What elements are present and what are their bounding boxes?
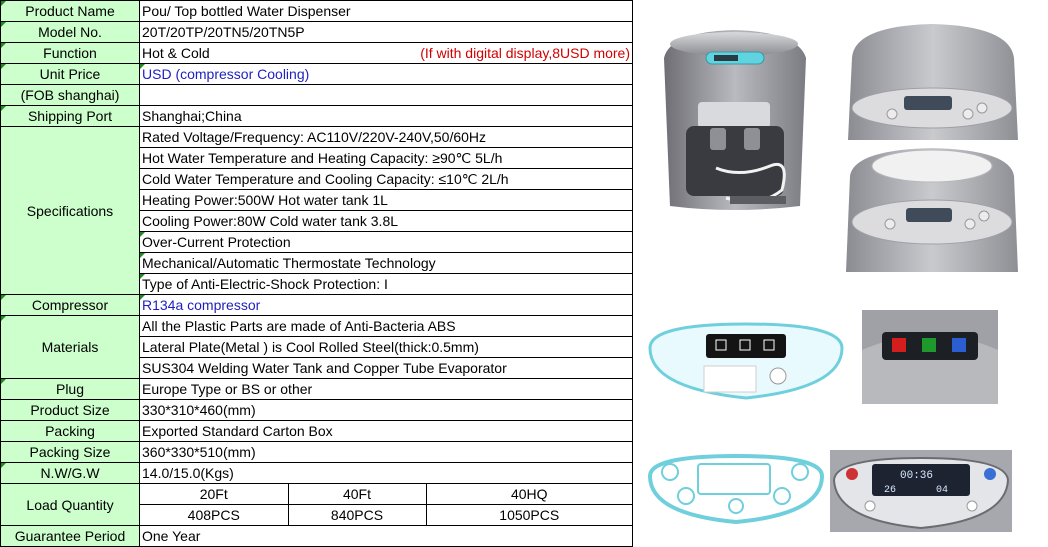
row-plug (1, 379, 633, 400)
photo-panel-drawing-simple (646, 318, 846, 402)
row-function (1, 43, 633, 64)
value-nw-gw[interactable]: 14.0/15.0(Kgs) (140, 463, 633, 484)
label-load-quantity[interactable]: Load Quantity (1, 484, 140, 526)
spec-line[interactable]: Rated Voltage/Frequency: AC110V/220V-240V,50/60Hz (140, 127, 633, 148)
row-guarantee (1, 526, 633, 547)
value-unit-price[interactable]: USD (compressor Cooling) (140, 64, 633, 85)
photo-panel-real-digital (830, 450, 1012, 532)
label-fob-shanghai[interactable]: (FOB shanghai) (1, 85, 140, 106)
panel-display-left: 00:36 (900, 470, 934, 482)
label-plug[interactable]: Plug (1, 379, 140, 400)
row-unit-price (1, 64, 633, 85)
row-shipping-port (1, 106, 633, 127)
label-function[interactable]: Function (1, 43, 140, 64)
row-unit-price-fob (1, 85, 633, 106)
value-function[interactable] (140, 43, 633, 64)
label-compressor[interactable]: Compressor (1, 295, 140, 316)
photo-dispenser-top-open (842, 146, 1022, 272)
photo-panel-real-icons (862, 310, 998, 404)
material-line[interactable]: Lateral Plate(Metal ) is Cool Rolled Steel(thick:0.5mm) (140, 337, 633, 358)
row-nw-gw (1, 463, 633, 484)
material-line[interactable]: SUS304 Welding Water Tank and Copper Tube Evaporator (140, 358, 633, 379)
panel-display-right-a: 26 (884, 485, 897, 496)
value-compressor[interactable]: R134a compressor (140, 295, 633, 316)
label-product-name[interactable]: Product Name (1, 1, 140, 22)
photo-dispenser-front (650, 18, 818, 218)
load-value-40hq[interactable]: 1050PCS (499, 507, 560, 523)
value-product-size[interactable]: 330*310*460(mm) (140, 400, 633, 421)
value-plug[interactable]: Europe Type or BS or other (140, 379, 633, 400)
value-packing-size[interactable]: 360*330*510(mm) (140, 442, 633, 463)
label-model-no[interactable]: Model No. (1, 22, 140, 43)
spec-line[interactable]: Heating Power:500W Hot water tank 1L (140, 190, 633, 211)
spec-line[interactable]: Mechanical/Automatic Thermostate Technology (140, 253, 633, 274)
load-value-20ft[interactable]: 408PCS (140, 505, 288, 526)
value-guarantee[interactable]: One Year (140, 526, 633, 547)
load-header-40ft[interactable]: 40Ft (288, 484, 426, 505)
label-materials[interactable]: Materials (1, 316, 140, 379)
row-load-quantity (1, 484, 633, 526)
label-packing[interactable]: Packing (1, 421, 140, 442)
label-product-size[interactable]: Product Size (1, 400, 140, 421)
label-nw-gw[interactable]: N.W/G.W (1, 463, 140, 484)
spec-line[interactable]: Cooling Power:80W Cold water tank 3.8L (140, 211, 633, 232)
value-packing[interactable]: Exported Standard Carton Box (140, 421, 633, 442)
value-shipping-port[interactable]: Shanghai;China (140, 106, 633, 127)
row-spec-1 (1, 127, 633, 148)
label-guarantee[interactable]: Guarantee Period (1, 526, 140, 547)
value-unit-price-extra[interactable] (140, 85, 633, 106)
label-packing-size[interactable]: Packing Size (1, 442, 140, 463)
panel-display-right-b: 04 (936, 485, 949, 496)
label-specifications[interactable]: Specifications (1, 127, 140, 295)
value-product-name[interactable]: Pou/ Top bottled Water Dispenser (140, 1, 633, 22)
load-value-40ft[interactable]: 840PCS (288, 505, 426, 526)
row-packing-size (1, 442, 633, 463)
load-header-20ft[interactable]: 20Ft (140, 484, 288, 505)
row-product-size (1, 400, 633, 421)
load-quantity-table (140, 484, 632, 525)
row-packing (1, 421, 633, 442)
label-unit-price[interactable]: Unit Price (1, 64, 140, 85)
row-materials-1 (1, 316, 633, 337)
spec-line[interactable]: Type of Anti-Electric-Shock Protection: I (140, 274, 633, 295)
function-value-text: Hot & Cold (142, 45, 210, 61)
row-compressor (1, 295, 633, 316)
photo-dispenser-top-panel (842, 18, 1022, 140)
photo-panel-drawing-digital (646, 452, 826, 526)
function-note: (If with digital display,8USD more) (420, 45, 630, 61)
row-product-name (1, 1, 633, 22)
load-header-40hq[interactable]: 40HQ (426, 484, 632, 505)
spec-line[interactable]: Hot Water Temperature and Heating Capacity: ≥90℃ 5L/h (140, 148, 633, 169)
row-model-no (1, 22, 633, 43)
value-model-no[interactable]: 20T/20TP/20TN5/20TN5P (140, 22, 633, 43)
spec-line[interactable]: Over-Current Protection (140, 232, 633, 253)
material-line[interactable]: All the Plastic Parts are made of Anti-Bacteria ABS (140, 316, 633, 337)
label-shipping-port[interactable]: Shipping Port (1, 106, 140, 127)
load-quantity-cell (140, 484, 633, 526)
spec-line[interactable]: Cold Water Temperature and Cooling Capacity: ≤10℃ 2L/h (140, 169, 633, 190)
